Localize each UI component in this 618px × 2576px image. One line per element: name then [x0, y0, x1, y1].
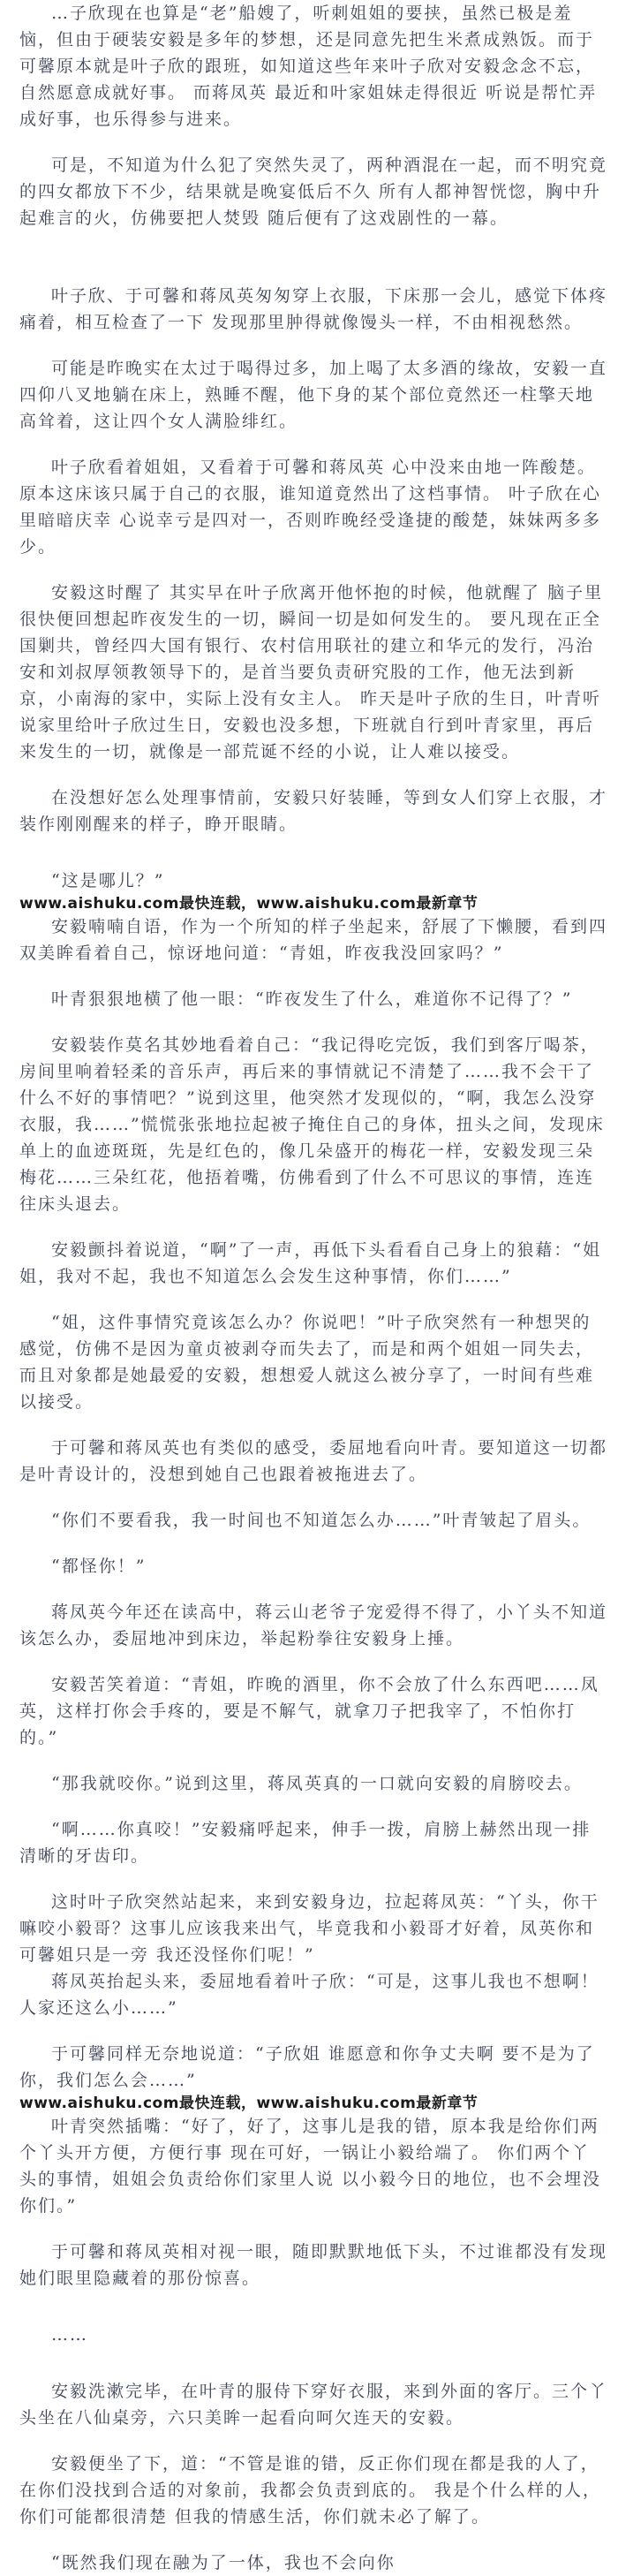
scene-break: …… [51, 2325, 88, 2345]
paragraph: “姐，这件事情究竟该怎么办？你说吧！”叶子欣突然有一种想哭的感觉，仿佛不是因为童贞被剥夺而失去了，而是和两个姐姐一同失去，而且对象都是她最爱的安毅，想想爱人就这么被分享了，一时间有些难以接受。 [19, 1313, 595, 1412]
paragraph: …子欣现在也算是“老”船嫂了，听刺姐姐的要挟，虽然已极是羞恼，但由于硬装安毅是多年的梦想，还是同意先把生米煮成熟饭。而于可馨原本就是叶子欣的跟班，如知道这些年来叶子欣对安毅念念不忘，自然愿意成就好事。 而蒋凤英 最近和叶家姐妹走得很近 听说是帮忙弄成好事，也乐得参与进来。 [19, 4, 598, 129]
paragraph: “那我就咬你。”说到这里，蒋凤英真的一口就向安毅的肩膀咬去。 [51, 1774, 583, 1793]
paragraph: “啊……你真咬！”安毅痛呼起来，伸手一拨，肩膀上赫然出现一排清晰的牙齿印。 [19, 1820, 592, 1866]
paragraph: 于可馨和蒋凤英相对视一眼，随即默默地低下头，不过谁都没有发现她们眼里隐藏着的那份惊喜。 [19, 2242, 608, 2288]
paragraph: 安毅洗漱完毕，在叶青的服侍下穿好衣服，来到外面的客厅。三个丫头坐在八仙桌旁，六只美眸一起看向呵欠连天的安毅。 [19, 2382, 608, 2428]
paragraph: 于可馨同样无奈地说道：“子欣姐 谁愿意和你争丈夫啊 要不是为了你，我们怎么会……” [19, 2044, 595, 2090]
site-banner: www.aishuku.com最快连载，www.aishuku.com最新章节 [19, 895, 479, 913]
paragraph: 叶子欣看着姐姐，又看着于可馨和蒋凤英 心中没来由地一阵酸楚。 原本这床该只属于自己的衣服，谁知道竟然出了这档事情。 叶子欣在心里暗暗庆幸 心说幸亏是四对一，否则昨晚经受逢捷的酸楚，妹妹两多多少。 [19, 458, 602, 557]
paragraph: 安毅便坐了下，道：“不管是谁的错，反正你们现在都是我的人了，在你们没找到合适的对象前，我都会负责到底的。 我是个什么样的人，你们可能都很清楚 但我的情感生活，你们就未必了解了。 [19, 2454, 602, 2527]
paragraph: 叶子欣、于可馨和蒋凤英匆匆穿上衣服，下床那一会儿，感觉下体疼痛着，相互检查了一下 发现那里肿得就像馒头一样，不由相视愁然。 [19, 286, 608, 332]
dialog-line: “这是哪儿？” [51, 871, 165, 890]
paragraph: 安毅装作莫名其妙地看着自己：“我记得吃完饭，我们到客厅喝茶，房间里响着轻柔的音乐声，再后来的事情就记不清楚了……我不会干了什么不好的事情吧？”说到这里，他突然才发现似的，“啊，我怎么没穿衣服，我……”慌慌张张地拉起被子掩住自己的身体，扭头之间，发现床单上的血迹斑斑，先是红色的，像几朵盛开的梅花一样，安毅发现三朵梅花……三朵红花，他捂着嘴，仿佛看到了什么不可思议的事情，连连往床头退去。 [19, 1035, 605, 1214]
paragraph: 安毅颤抖着说道，“啊”了一声，再低下头看看自己身上的狼藉：“姐姐，我对不起，我也不知道怎么会发生这种事情，你们……” [19, 1240, 602, 1286]
site-banner: www.aishuku.com最快连载，www.aishuku.com最新章节 [19, 2095, 479, 2112]
dialog-line: “都怪你！” [51, 1557, 147, 1576]
paragraph: 安毅喃喃自语，作为一个所知的样子坐起来，舒展了下懒腰，看到四双美眸看着自己，惊讶地问道：“青姐，昨夜我没回家吗？” [19, 917, 608, 963]
paragraph: 可能是昨晚实在太过于喝得过多，加上喝了太多酒的缘故，安毅一直四仰八叉地躺在床上，熟睡不醒，他下身的某个部位竟然还一柱擎天地高耸着，这让四个女人满脸绯红。 [19, 359, 608, 431]
paragraph: 于可馨和蒋凤英也有类似的感受，委屈地看向叶青。要知道这一切都是叶青设计的，没想到她自己也跟着被拖进去了。 [19, 1438, 608, 1484]
paragraph: 这时叶子欣突然站起来，来到安毅身边，拉起蒋凤英：“丫头，你干嘛咬小毅哥？这事儿应该我来出气，毕竟我和小毅哥才好着，凤英你和可馨姐只是一旁 我还没怪你们呢！” [19, 1892, 599, 1965]
paragraph: 蒋凤英抬起头来，委屈地看着叶子欣：“可是，这事儿我也不想啊！人家还这么小……” [19, 1972, 599, 2018]
paragraph: 叶青狠狠地横了他一眼：“昨夜发生了什么，难道你不记得了？” [51, 989, 573, 1009]
paragraph: 蒋凤英今年还在读高中，蒋云山老爷子宠爱得不得了，小丫头不知道该怎么办，委屈地冲到床边，举起粉拳往安毅身上捶。 [19, 1602, 608, 1648]
paragraph: 可是，不知道为什么犯了突然失灵了，两种酒混在一起，而不明究竟的四女都放下不少，结果就是晚宴低后不久 所有人都神智恍惚，胸中升起难言的火，仿佛要把人焚毁 随后便有了这戏剧性的一幕。 [19, 155, 608, 228]
dialog-line: “你们不要看我，我一时间也不知道怎么办……”叶青皱起了眉头。 [51, 1511, 592, 1530]
paragraph: 叶青突然插嘴：“好了，好了，这事儿是我的错，原本我是给你们两个丫头开方便，方便行事 现在可好，一锅让小毅给端了。 你们两个丫头的事情，姐姐会负责给你们家里人说 以小毅今日的地位，也不会埋没你们。” [19, 2117, 602, 2216]
paragraph: 在没想好怎么处理事情前，安毅只好装睡，等到女人们穿上衣服，才装作刚刚醒来的样子，睁开眼睛。 [19, 788, 608, 834]
paragraph: 安毅苦笑着道：“青姐，昨晚的酒里，你不会放了什么东西吧……凤英，这样打你会手疼的，要是不解气，就拿刀子把我宰了，不怕你打的。” [19, 1675, 599, 1747]
paragraph: 安毅这时醒了 其实早在叶子欣离开他怀抱的时候，他就醒了 脑子里很快便回想起昨夜发生的一切，瞬间一切是如何发生的。 要凡现在正全国剿共，曾经四大国有银行、农村信用联社的建立和华元的发行，冯治安和刘叔厚领教领导下的，是首当要负责研究股的工作，他无法到新京，小南海的家中，实际上没有女主人。 昨天是叶子欣的生日，叶青听说家里给叶子欣过生日，安毅也没多想，下班就自行到叶青家里，再后来发生的一切，就像是一部荒诞不经的小说，让人难以接受。 [19, 583, 604, 761]
dialog-line: “既然我们现在融为了一体，我也不会向你 [51, 2553, 396, 2572]
